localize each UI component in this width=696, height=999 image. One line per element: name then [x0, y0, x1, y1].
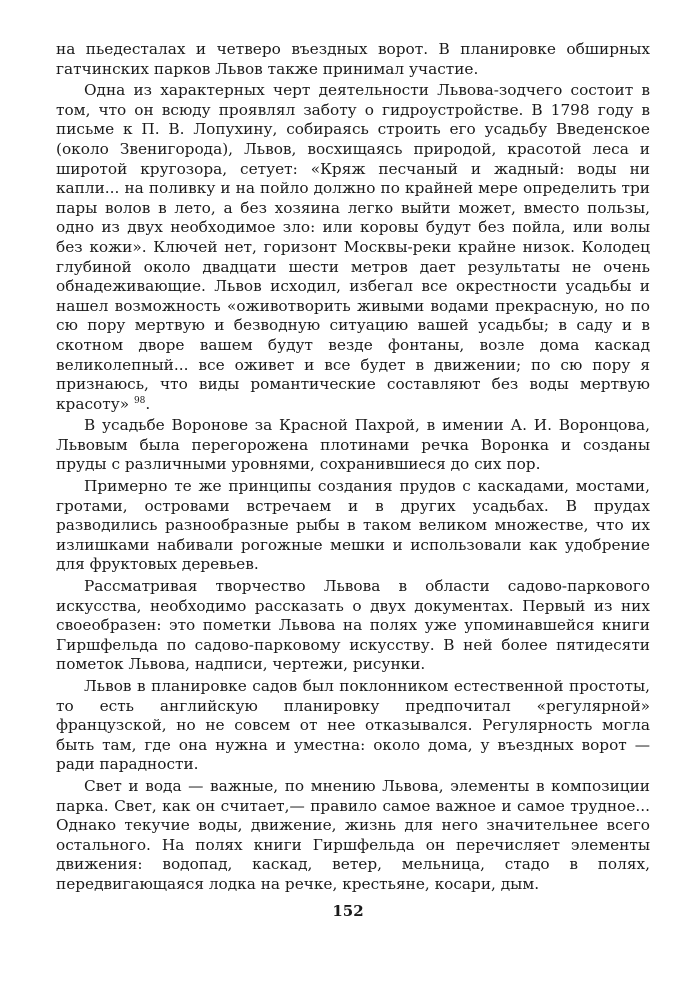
paragraph-6: Львов в планировке садов был поклонником естественной простоты, то есть английскую планировку предпочитал «регулярной» французской, но не совсем от нее отказывался. Регулярность могла быть там, где она нужна и уместна: около дома, у въездных ворот — ради парадности.	[56, 677, 650, 774]
paragraph-3: В усадьбе Воронове за Красной Пахрой, в имении А. И. Воронцова, Львовым была перегорожена плотинами речка Воронка и созданы пруды с различными уровнями, сохранившиеся до сих пор.	[56, 416, 650, 474]
paragraph-4: Примерно те же принципы создания прудов с каскадами, мостами, гротами, островами встречаем и в других усадьбах. В прудах разводились разнообразные рыбы в таком великом множестве, что их излишками набивали рогожные мешки и использовали как удобрение для фруктовых деревьев.	[56, 477, 650, 574]
footnote-reference: 98	[133, 395, 146, 406]
paragraph-2: Одна из характерных черт деятельности Львова-зодчего состоит в том, что он всюду проявлял заботу о гидроустройстве. В 1798 году в письме к П. В. Лопухину, собираясь строить его усадьбу Введенское (около Звенигорода), Львов, восхищаясь природой, красотой леса и широтой кругозора, сетует: «Кряж песчаный и жадный: воды ни капли... на поливку и на пойло должно по крайней мере определить три пары волов в лето, а без хозяина легко выйти может, вместо пользы, одно из двух необходимое зло: или коровы будут без пойла, или волы без кожи». Ключей нет, горизонт Москвы-реки крайне низок. Колодец глубиной около двадцати шести метров дает результаты не очень обнадеживающие. Львов исходил, избегал все окрестности усадьбы и нашел возможность «оживотворить живыми водами прекрасную, но по сю пору мертвую и безводную ситуацию вашей усадьбы; в саду и в скотном дворе вашем будут везде фонтаны, возле дома каскад великолепный... все оживет и все будет в движении; по сю пору я признаюсь, что виды романтические составляют без воды мертвую красоту» $^{98}$.	[56, 81, 650, 413]
paragraph-2-text: Одна из характерных черт деятельности Львова-зодчего состоит в том, что он всюду проявлял заботу о гидроустройстве. В 1798 году в письме к П. В. Лопухину, собираясь строить его усадьбу Введенское (около Звенигорода), Львов, восхищаясь природой, красотой леса и широтой кругозора, сетует: «Кряж песчаный и жадный: воды ни капли... на поливку и на пойло должно по крайней мере определить три пары волов в лето, а без хозяина легко выйти может, вместо пользы, одно из двух необходимое зло: или коровы будут без пойла, или волы без кожи». Ключей нет, горизонт Москвы-реки крайне низок. Колодец глубиной около двадцати шести метров дает результаты не очень обнадеживающие. Львов исходил, избегал все окрестности усадьбы и нашел возможность «оживотворить живыми водами прекрасную, но по сю пору мертвую и безводную ситуацию вашей усадьбы; в саду и в скотном дворе вашем будут везде фонтаны, возле дома каскад великолепный... все оживет и все будет в движении; по сю пору я признаюсь, что виды романтические составляют без воды мертвую красоту»	[56, 81, 650, 413]
paragraph-1: на пьедесталах и четверо въездных ворот. В планировке обширных гатчинских парков Львов также принимал участие.	[56, 40, 650, 78]
paragraph-5: Рассматривая творчество Львова в области садово-паркового искусства, необходимо рассказать о двух документах. Первый из них своеобразен: это пометки Львова на полях уже упоминавшейся книги Гиршфельда по садово-парковому искусству. В ней более пятидесяти пометок Львова, надписи, чертежи, рисунки.	[56, 577, 650, 674]
page-number: 152	[332, 902, 364, 920]
page-text	[56, 40, 650, 897]
paragraph-7: Свет и вода — важные, по мнению Львова, элементы в композиции парка. Свет, как он считает,— правило самое важное и самое трудное... Однако текучие воды, движение, жизнь для него значительнее всего остального. На полях книги Гиршфельда он перечисляет элементы движения: водопад, каскад, ветер, мельница, стадо в полях, передвигающаяся лодка на речке, крестьяне, косари, дым.	[56, 776, 650, 893]
